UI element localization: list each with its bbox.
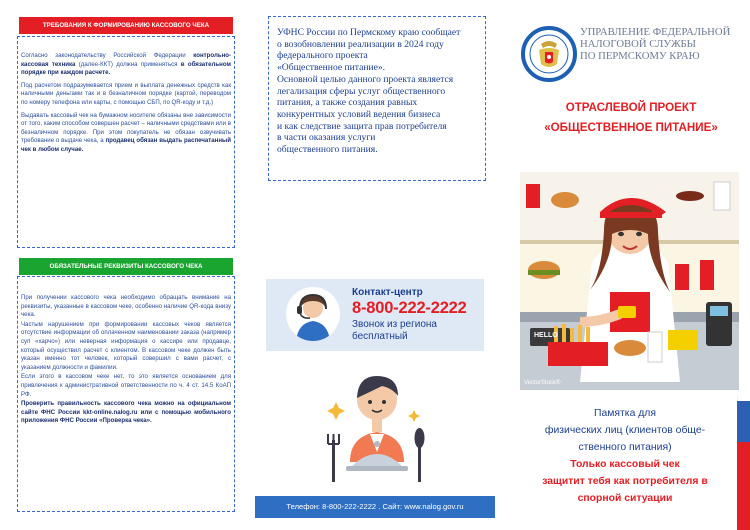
- contact-title: Контакт-центр: [352, 287, 423, 298]
- requirements-text: Согласно законодательству Российской Федерации контрольно-кассовая техника (далее-ККТ) должна применяться в обязательном порядке при каждом расчете. Под расчетом подразумевается прием и выплата денежных средств как наличными деньгами так и в безналичном порядке (картой, переводом по номеру телефона или карты, с помощью СБП, по QR-коду и т.д.) Выдавать кассовый чек на бумажном носителе обязаны вне зависимости от того, каким способом совершен расчет – наличными средствами или в безналичном порядке. При этом покупатель не обязан озвучивать требование о выдаче чека, а продавец обязан выдать распечатанный чек в любом случае.: [21, 52, 231, 153]
- details-header: ОБЯЗАТЕЛЬНЫЕ РЕКВИЗИТЫ КАССОВОГО ЧЕКА: [19, 258, 233, 275]
- requirements-header: ТРЕБОВАНИЯ К ФОРМИРОВАНИЮ КАССОВОГО ЧЕКА: [19, 17, 233, 34]
- waiter-illustration: [318, 362, 436, 490]
- project-title: ОТРАСЛЕВОЙ ПРОЕКТ «ОБЩЕСТВЕННОЕ ПИТАНИЕ»: [544, 101, 718, 134]
- watermark: VectorStock®: [524, 380, 561, 386]
- footer-contacts: Телефон: 8-800-222-2222 . Сайт: www.nalog.gov.ru: [255, 496, 495, 518]
- org-name: УПРАВЛЕНИЕ ФЕДЕРАЛЬНОЙ НАЛОГОВОЙ СЛУЖБЫ ПО ПЕРМСКОМУ КРАЮ: [580, 26, 731, 62]
- fns-emblem-icon: [521, 26, 577, 82]
- terminal-label: HELLO: [534, 332, 558, 339]
- project-intro-text: УФНС России по Пермскому краю сообщает о возобновлении реализации в 2024 году федерального проекта «Общественное питание». Основной целью данного проекта является легализация сферы услуг общественного питания, а также создания равных конкурентных условий ведения бизнеса и как следствие защита прав потребителя в части оказания услуги общественного питания.: [277, 27, 461, 156]
- details-text: При получении кассового чека необходимо обращать внимание на реквизиты, указанные в кассовом чеке, особенно наличие QR-кода внизу чека. Частым нарушением при формировании кассовых чеков является отсутствие информации об оплаченном наименовании заказа (например суп «харчо») или неверная информация о кассире или продавце, который осуществил расчет с клиентом. В кассовом чеке должен быть указан именно тот человек, который совершил с вами расчет, с указанием должности и фамилии. Если этого в кассовом чеке нет, то это является основанием для привлечения к административной ответственности по ч. 4 ст. 14.5 КоАП РФ. Проверить правильность кассового чека можно на официальном сайте ФНС России kkt-online.nalog.ru или с помощью мобильного приложения ФНС России «Проверка чека».: [21, 294, 231, 425]
- cashier-illustration: [520, 172, 739, 390]
- contact-phone[interactable]: 8-800-222-2222: [352, 299, 467, 317]
- contact-center-banner[interactable]: [266, 279, 484, 351]
- memo-text: Памятка для физических лиц (клиентов обще- ственного питания) Только кассовый чек защитит тебя как потребителя в спорной ситуации: [542, 408, 708, 504]
- contact-subtitle: Звонок из региона бесплатный: [352, 319, 437, 342]
- project-intro-box: [268, 16, 486, 181]
- operator-avatar-icon: [286, 287, 340, 341]
